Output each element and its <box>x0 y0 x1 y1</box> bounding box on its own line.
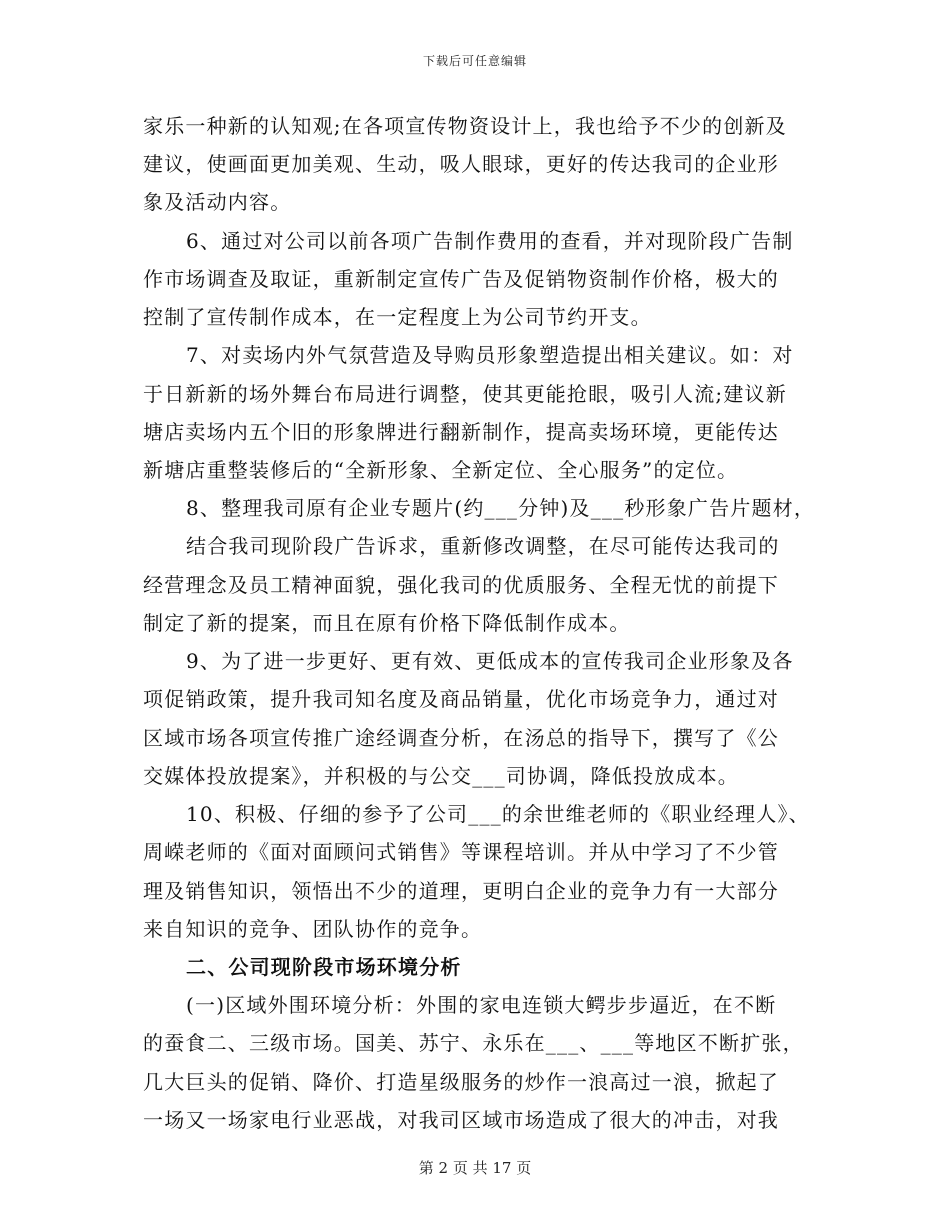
body-line: 10、积极、仔细的参予了公司___的余世维老师的《职业经理人》、 <box>186 802 810 826</box>
body-line: 制定了新的提案，而且在原有价格下降低制作成本。 <box>143 611 631 635</box>
section-heading: 二、公司现阶段市场环境分析 <box>186 955 462 979</box>
body-line: 几大巨头的促销、降价、打造星级服务的炒作一浪高过一浪，掀起了 <box>143 1070 779 1094</box>
body-line: 于日新新的场外舞台布局进行调整，使其更能抢眼，吸引人流;建议新 <box>143 382 787 406</box>
body-line: 8、整理我司原有企业专题片(约___分钟)及___秒形象广告片题材， <box>186 496 816 520</box>
body-line: 新塘店重整装修后的“全新形象、全新定位、全心服务”的定位。 <box>143 458 739 482</box>
body-line: 区域市场各项宣传推广途经调查分析，在汤总的指导下，撰写了《公 <box>143 726 779 750</box>
body-line: 家乐一种新的认知观;在各项宣传物资设计上，我也给予不少的创新及 <box>143 114 787 138</box>
body-line: 项促销政策，提升我司知名度及商品销量，优化市场竞争力，通过对 <box>143 687 779 711</box>
body-line: 周嵘老师的《面对面顾问式销售》等课程培训。并从中学习了不少管 <box>143 840 779 864</box>
body-line: 象及活动内容。 <box>143 190 292 214</box>
body-line: 建议，使画面更加美观、生动，吸人眼球，更好的传达我司的企业形 <box>143 152 779 176</box>
body-line: 理及销售知识，领悟出不少的道理，更明白企业的竞争力有一大部分 <box>143 879 779 903</box>
body-line: 交媒体投放提案》，并积极的与公交___司协调，降低投放成本。 <box>143 764 739 788</box>
page-header-note: 下载后可任意编辑 <box>422 54 527 68</box>
body-line: 经营理念及员工精神面貌，强化我司的优质服务、全程无忧的前提下 <box>143 573 779 597</box>
body-line: 6、通过对公司以前各项广告制作费用的查看，并对现阶段广告制 <box>186 229 794 253</box>
body-line: 塘店卖场内五个旧的形象牌进行翻新制作，提高卖场环境，更能传达 <box>143 420 779 444</box>
body-line: 来自知识的竞争、团队协作的竞争。 <box>143 917 483 941</box>
body-line: 作市场调查及取证，重新制定宣传广告及促销物资制作价格，极大的 <box>143 267 779 291</box>
body-line: (一)区域外围环境分析：外围的家电连锁大鳄步步逼近，在不断 <box>186 993 777 1017</box>
body-line: 控制了宣传制作成本，在一定程度上为公司节约开支。 <box>143 305 652 329</box>
body-line: 的蚕食二、三级市场。国美、苏宁、永乐在___、___等地区不断扩张， <box>143 1031 804 1055</box>
page-number: 第 2 页 共 17 页 <box>418 1159 532 1177</box>
body-line: 9、为了进一步更好、更有效、更低成本的宣传我司企业形象及各 <box>186 649 794 673</box>
body-line: 结合我司现阶段广告诉求，重新修改调整，在尽可能传达我司的 <box>186 534 780 558</box>
body-line: 7、对卖场内外气氛营造及导购员形象塑造提出相关建议。如：对 <box>186 343 794 367</box>
body-line: 一场又一场家电行业恶战，对我司区域市场造成了很大的冲击，对我 <box>143 1108 779 1132</box>
